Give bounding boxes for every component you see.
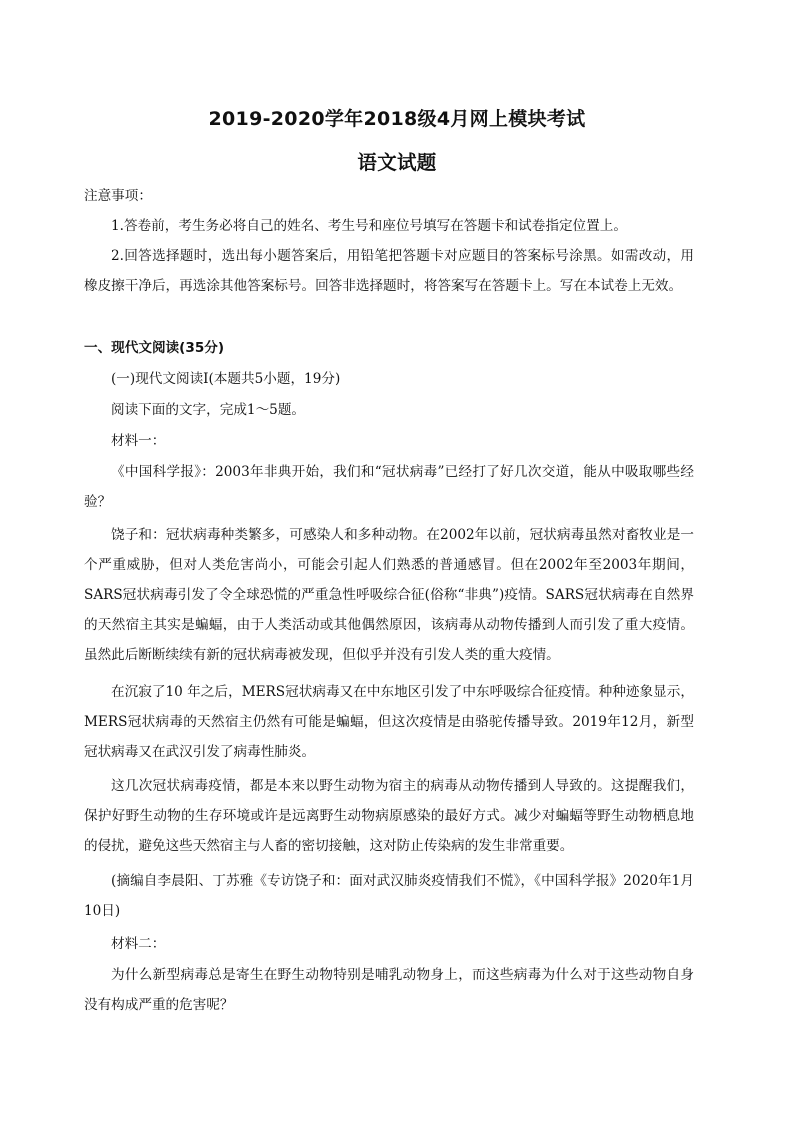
material-1-paragraph: 《中国科学报》：2003年非典开始，我们和“冠状病毒”已经打了好几次交道，能从中吸取哪些经验？ <box>84 464 694 510</box>
notice-item: 1.答卷前，考生务必将自己的姓名、考生号和座位号填写在答题卡和试卷指定位置上。 <box>111 218 627 234</box>
subsection-heading: (一)现代文阅读Ⅰ(本题共5小题，19分) <box>111 371 341 387</box>
material-1-source: (摘编自李晨阳、丁苏雅《专访饶子和：面对武汉肺炎疫情我们不慌》，《中国科学报》2020年1月10日) <box>84 873 694 919</box>
notice-label: 注意事项： <box>84 188 152 204</box>
section-heading: 一、现代文阅读(35分) <box>84 340 225 356</box>
exam-subtitle: 语文试题 <box>357 151 437 174</box>
material-1-paragraph: 在沉寂了10 年之后，MERS冠状病毒又在中东地区引发了中东呼吸综合征疫情。种种迹象显示，MERS冠状病毒的天然宿主仍然有可能是蝙蝠，但这次疫情是由骆驼传播导致。2019年12月，新型冠状病毒又在武汉引发了病毒性肺炎。 <box>84 684 694 760</box>
exam-title: 2019-2020学年2018级4月网上模块考试 <box>208 108 586 130</box>
material-1-paragraph: 这几次冠状病毒疫情，都是本来以野生动物为宿主的病毒从动物传播到人导致的。这提醒我们，保护好野生动物的生存环境或许是远离野生动物病原感染的最好方式。减少对蝙蝠等野生动物栖息地的侵扰，避免这些天然宿主与人畜的密切接触，这对防止传染病的发生非常重要。 <box>84 778 694 854</box>
material-1-paragraph: 饶子和：冠状病毒种类繁多，可感染人和多种动物。在2002年以前，冠状病毒虽然对畜牧业是一个严重威胁，但对人类危害尚小，可能会引起人们熟悉的普通感冒。但在2002年至2003年期间，SARS冠状病毒引发了令全球恐慌的严重急性呼吸综合征(俗称“非典”)疫情。SARS冠状病毒在自然界的天然宿主其实是蝙蝠，由于人类活动或其他偶然原因，该病毒从动物传播到人而引发了重大疫情。虽然此后断断续续有新的冠状病毒被发现，但似乎并没有引发人类的重大疫情。 <box>84 527 694 663</box>
material-1-label: 材料一： <box>111 433 166 449</box>
notice-item: 2.回答选择题时，选出每小题答案后，用铅笔把答题卡对应题目的答案标号涂黑。如需改动，用橡皮擦干净后，再选涂其他答案标号。回答非选择题时，将答案写在答题卡上。写在本试卷上无效。 <box>84 248 694 294</box>
material-2-label: 材料二： <box>111 936 166 952</box>
material-2-paragraph: 为什么新型病毒总是寄生在野生动物特别是哺乳动物身上，而这些病毒为什么对于这些动物自身没有构成严重的危害呢？ <box>84 967 694 1013</box>
instruction-text: 阅读下面的文字，完成1～5题。 <box>111 402 306 418</box>
